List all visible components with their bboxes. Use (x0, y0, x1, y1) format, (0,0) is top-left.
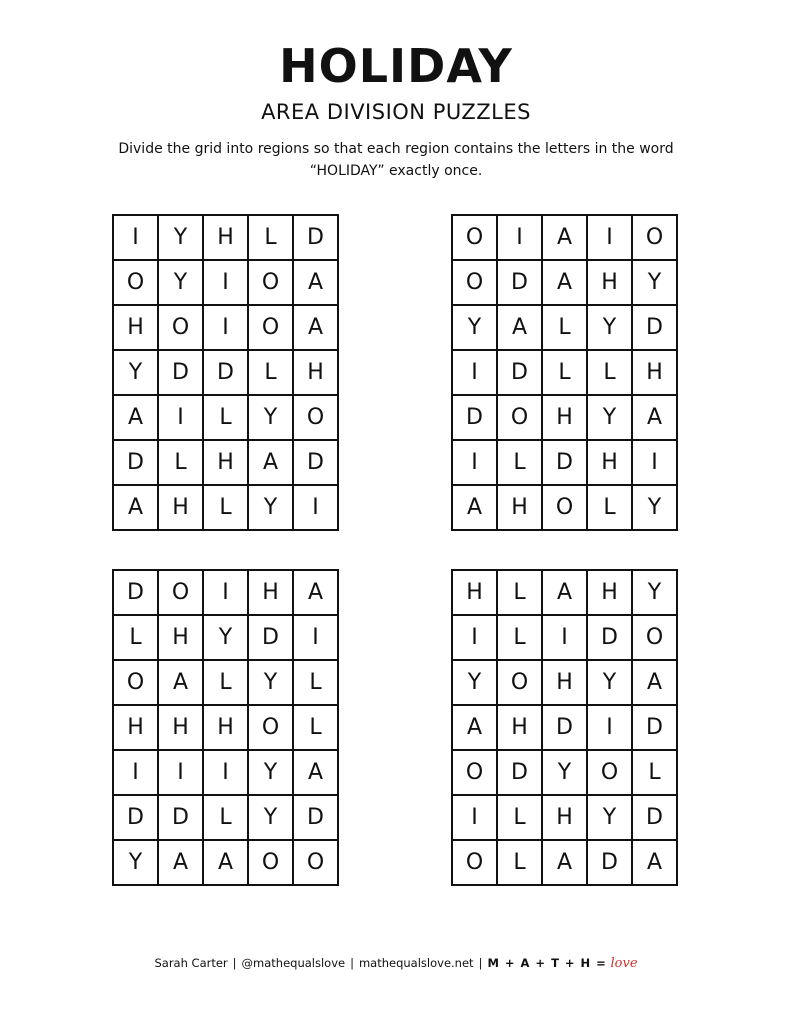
grid-cell: Y (113, 840, 158, 885)
page-title: HOLIDAY (279, 39, 513, 93)
grid-row (452, 305, 677, 350)
grid-cell: O (497, 660, 542, 705)
grid-cell: O (587, 750, 632, 795)
footer-author: Sarah Carter (154, 956, 228, 970)
grid-cell: H (158, 705, 203, 750)
grid-cell: L (248, 215, 293, 260)
grid-cell: A (632, 395, 677, 440)
grid-cell: O (113, 660, 158, 705)
grid-row (113, 350, 338, 395)
grid-cell: Y (113, 350, 158, 395)
puzzle-grid-1 (112, 214, 339, 531)
grid-cell: D (158, 350, 203, 395)
grid-cell: O (248, 840, 293, 885)
footer-website: mathequalslove.net (358, 956, 474, 970)
grid-cell: A (632, 840, 677, 885)
grid-cell: D (542, 705, 587, 750)
grid-cell: A (293, 260, 338, 305)
grid-cell: D (632, 705, 677, 750)
grid-cell: Y (587, 395, 632, 440)
grid-cell: Y (248, 660, 293, 705)
grid-cell: H (158, 485, 203, 530)
footer-separator: | (478, 956, 483, 970)
grid-cell: D (293, 795, 338, 840)
grid-cell: Y (587, 305, 632, 350)
grid-cell: Y (248, 485, 293, 530)
footer-separator: | (350, 956, 354, 970)
grid-row (452, 350, 677, 395)
grid-cell: A (248, 440, 293, 485)
grid-cell: A (293, 570, 338, 615)
grid-row (113, 485, 338, 530)
grid-cell: D (293, 440, 338, 485)
puzzle-grid-2 (451, 214, 678, 531)
grid-cell: I (497, 215, 542, 260)
puzzle-grid-4 (451, 569, 678, 886)
grid-cell: I (587, 705, 632, 750)
grid-cell: H (587, 260, 632, 305)
grid-cell: L (542, 350, 587, 395)
grid-cell: H (632, 350, 677, 395)
grid-cell: H (587, 440, 632, 485)
grid-cell: I (632, 440, 677, 485)
grid-cell: D (113, 570, 158, 615)
grid-cell: L (632, 750, 677, 795)
grid-row (113, 395, 338, 440)
grid-cell: I (113, 750, 158, 795)
grid-cell: D (497, 750, 542, 795)
grid-cell: H (542, 795, 587, 840)
grid-cell: L (497, 615, 542, 660)
page-subtitle: AREA DIVISION PUZZLES (261, 100, 531, 124)
brand-logo-text: M + A + T + H = (487, 956, 607, 970)
grid-cell: I (203, 305, 248, 350)
grid-cell: L (497, 570, 542, 615)
grid-cell: O (248, 705, 293, 750)
grid-cell: L (587, 485, 632, 530)
grid-cell: A (632, 660, 677, 705)
grid-cell: Y (158, 260, 203, 305)
grid-cell: O (248, 305, 293, 350)
grid-cell: O (113, 260, 158, 305)
grid-cell: H (452, 570, 497, 615)
grid-row (452, 660, 677, 705)
grid-cell: H (158, 615, 203, 660)
grid-cell: A (203, 840, 248, 885)
grid-cell: A (497, 305, 542, 350)
grid-cell: O (158, 570, 203, 615)
grid-cell: O (248, 260, 293, 305)
brand-logo-script: love (610, 956, 638, 971)
grid-cell: Y (452, 660, 497, 705)
grid-cell: I (587, 215, 632, 260)
grid-cell: D (587, 615, 632, 660)
grid-cell: I (542, 615, 587, 660)
grid-cell: Y (203, 615, 248, 660)
puzzle-grid-3 (112, 569, 339, 886)
grid-row (452, 615, 677, 660)
grid-cell: Y (632, 260, 677, 305)
grid-cell: D (293, 215, 338, 260)
grid-row (452, 440, 677, 485)
grid-cell: D (452, 395, 497, 440)
grid-cell: D (113, 795, 158, 840)
grid-cell: H (497, 705, 542, 750)
grid-cell: A (542, 215, 587, 260)
grid-cell: D (248, 615, 293, 660)
grid-row (113, 750, 338, 795)
grid-cell: I (452, 615, 497, 660)
grid-cell: H (248, 570, 293, 615)
grid-cell: O (452, 215, 497, 260)
grid-cell: L (587, 350, 632, 395)
grid-row (452, 395, 677, 440)
grid-cell: I (293, 615, 338, 660)
grid-row (452, 705, 677, 750)
grid-cell: A (452, 485, 497, 530)
grid-cell: O (452, 840, 497, 885)
grid-cell: H (293, 350, 338, 395)
grid-cell: A (542, 840, 587, 885)
grid-cell: I (158, 750, 203, 795)
grid-cell: O (293, 840, 338, 885)
grid-cell: I (293, 485, 338, 530)
grid-cell: L (158, 440, 203, 485)
grid-cell: O (452, 260, 497, 305)
grid-row (113, 570, 338, 615)
grid-cell: L (497, 795, 542, 840)
grid-cell: D (497, 350, 542, 395)
grid-cell: O (158, 305, 203, 350)
grid-cell: H (203, 440, 248, 485)
grid-cell: Y (632, 485, 677, 530)
grid-cell: L (203, 660, 248, 705)
grid-cell: O (293, 395, 338, 440)
grid-cell: D (632, 795, 677, 840)
grid-cell: Y (248, 750, 293, 795)
grid-cell: I (452, 795, 497, 840)
grid-cell: I (203, 570, 248, 615)
grid-cell: Y (452, 305, 497, 350)
grid-cell: L (497, 840, 542, 885)
grid-cell: H (542, 395, 587, 440)
grid-cell: Y (587, 795, 632, 840)
grid-cell: D (203, 350, 248, 395)
grid-cell: H (203, 705, 248, 750)
grid-cell: Y (158, 215, 203, 260)
grid-cell: I (203, 750, 248, 795)
grid-row (113, 705, 338, 750)
footer-separator: | (232, 956, 237, 970)
grid-cell: A (113, 485, 158, 530)
grid-cell: H (497, 485, 542, 530)
grid-cell: A (158, 660, 203, 705)
grid-row (113, 615, 338, 660)
grid-row (113, 215, 338, 260)
grid-cell: Y (248, 395, 293, 440)
grid-cell: H (113, 305, 158, 350)
grid-cell: A (113, 395, 158, 440)
grid-cell: A (542, 570, 587, 615)
grid-cell: L (542, 305, 587, 350)
grid-row (113, 260, 338, 305)
grid-cell: I (452, 440, 497, 485)
grid-cell: L (497, 440, 542, 485)
footer (0, 954, 792, 973)
grid-cell: D (113, 440, 158, 485)
grid-row (452, 750, 677, 795)
grid-cell: A (452, 705, 497, 750)
grid-row (452, 485, 677, 530)
grid-row (452, 840, 677, 885)
footer-handle: @mathequalslove (241, 956, 346, 970)
grid-row (452, 570, 677, 615)
grid-cell: D (542, 440, 587, 485)
grid-cell: L (203, 795, 248, 840)
grid-cell: I (113, 215, 158, 260)
grid-cell: D (158, 795, 203, 840)
grid-row (113, 660, 338, 705)
grid-row (452, 215, 677, 260)
grid-cell: H (203, 215, 248, 260)
grid-cell: O (632, 215, 677, 260)
grid-cell: O (497, 395, 542, 440)
grid-cell: D (587, 840, 632, 885)
grid-row (452, 795, 677, 840)
grid-cell: A (542, 260, 587, 305)
grid-cell: A (158, 840, 203, 885)
grid-cell: L (203, 485, 248, 530)
grid-cell: A (293, 750, 338, 795)
grid-cell: H (587, 570, 632, 615)
grid-cell: H (113, 705, 158, 750)
grid-cell: A (293, 305, 338, 350)
grid-cell: I (158, 395, 203, 440)
grid-row (452, 260, 677, 305)
grid-cell: O (542, 485, 587, 530)
grid-row (113, 440, 338, 485)
grid-row (113, 795, 338, 840)
grid-cell: D (632, 305, 677, 350)
grid-cell: Y (248, 795, 293, 840)
grid-cell: L (293, 660, 338, 705)
grid-cell: L (293, 705, 338, 750)
grid-cell: O (452, 750, 497, 795)
grid-row (113, 840, 338, 885)
grid-cell: I (452, 350, 497, 395)
grid-cell: L (203, 395, 248, 440)
grid-cell: D (497, 260, 542, 305)
grid-cell: Y (632, 570, 677, 615)
grid-cell: Y (587, 660, 632, 705)
grid-row (113, 305, 338, 350)
grid-cell: L (248, 350, 293, 395)
instructions-text: Divide the grid into regions so that each region contains the letters in the word “HOLIDAY” exactly once. (118, 141, 674, 179)
grid-cell: Y (542, 750, 587, 795)
grid-cell: O (632, 615, 677, 660)
grid-cell: I (203, 260, 248, 305)
grid-cell: H (542, 660, 587, 705)
grid-cell: L (113, 615, 158, 660)
